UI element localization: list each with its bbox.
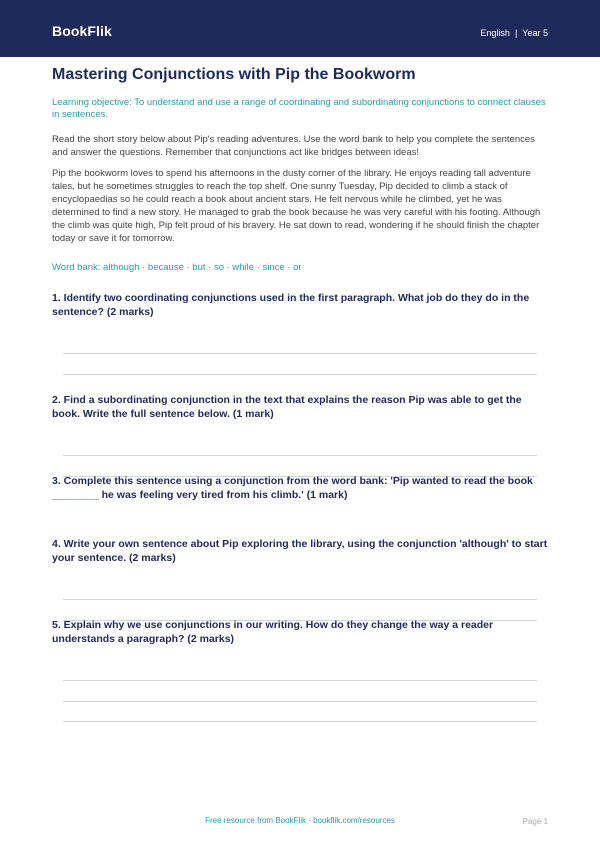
subject-year [480,28,548,38]
word-bank: Word bank: although · because · but · so · while · since · or [52,262,302,273]
subject-label: English [480,28,510,38]
year-label: Year 5 [522,28,548,38]
meta-separator: | [514,28,518,38]
answer-line[interactable] [63,721,537,722]
answer-line[interactable] [63,599,537,600]
learning-objective: Learning objective: To understand and use a range of coordinating and subordinating conjunctions to connect clauses in sentences. [52,97,546,120]
question-1: 1. Identify two coordinating conjunctions used in the first paragraph. What job do they do in the sentence? (2 marks) [52,292,530,318]
answer-line[interactable] [63,374,537,375]
story-passage: Pip the bookworm loves to spend his afternoons in the dusty corner of the library. He enjoys reading tall adventure tales, but he sometimes struggles to reach the top shelf. One sunny Tuesday, Pip decided to climb a stack of encyclopaedias so he could reach a book about ancient stars. He felt nervous while he climbed, yet he was determined to find a new story. He managed to grab the book because he was very careful with his footing. Although the climb was quite high, Pip felt proud of his bravery. He sat down to read, wondering if he should finish the chapter today or save it for tomorrow. [52,168,541,244]
answer-line[interactable] [63,455,537,456]
page-title: Mastering Conjunctions with Pip the Bookworm [52,66,416,83]
page-number: Page 1 [522,817,548,826]
instructions: Read the short story below about Pip's reading adventures. Use the word bank to help you complete the sentences and answer the questions. Remember that conjunctions act like bridges between ideas! [52,134,535,158]
footer-credit[interactable]: Free resource from BookFlik · bookflik.com/resources [205,816,395,825]
answer-line[interactable] [63,701,537,702]
answer-line[interactable] [63,353,537,354]
answer-line[interactable] [63,680,537,681]
question-4: 4. Write your own sentence about Pip exploring the library, using the conjunction 'although' to start your sentence. (2 marks) [52,538,548,564]
question-5: 5. Explain why we use conjunctions in our writing. How do they change the way a reader understands a paragraph? (2 marks) [52,619,494,645]
question-2: 2. Find a subordinating conjunction in the text that explains the reason Pip was able to get the book. Write the full sentence below. (1 mark) [52,394,522,420]
page-header [0,0,600,57]
question-3: 3. Complete this sentence using a conjunction from the word bank: 'Pip wanted to read the book ________ he was feeling very tired from his climb.' (1 mark) [52,475,533,501]
brand-logo: BookFlik [52,23,112,39]
